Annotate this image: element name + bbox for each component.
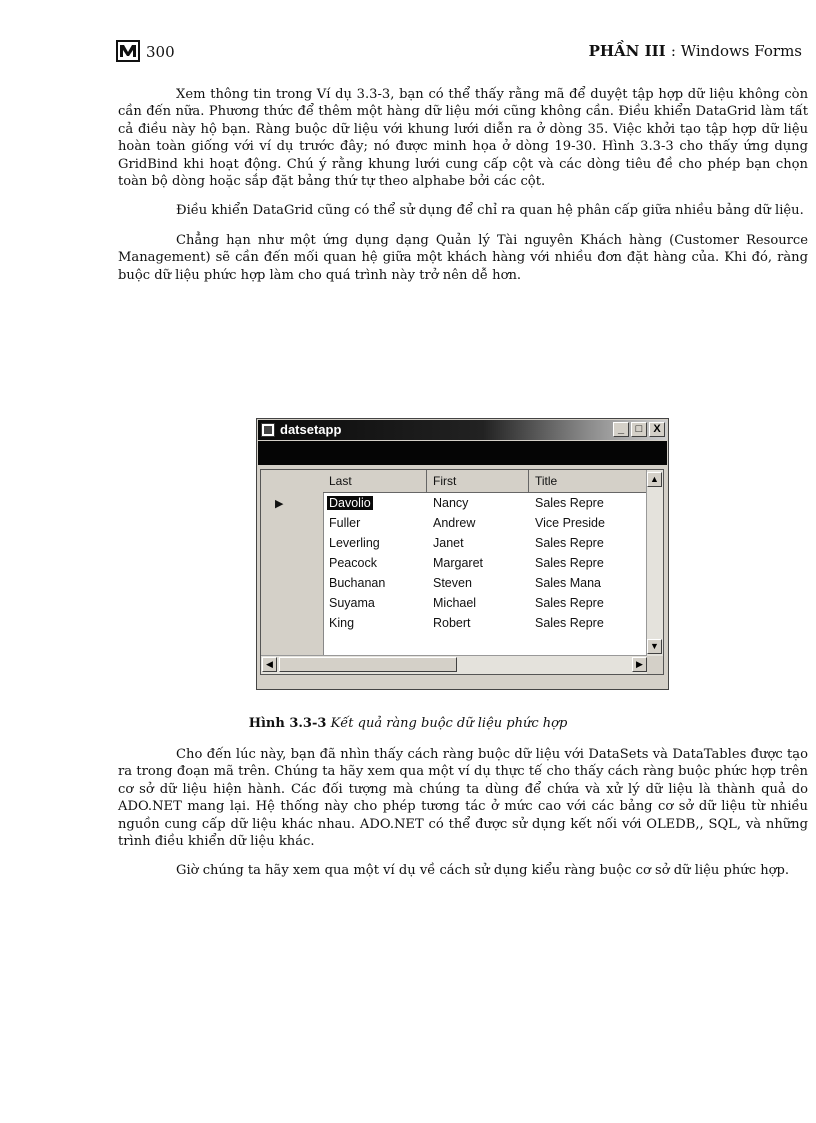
scroll-left-button[interactable]: ◀ (262, 657, 277, 672)
cell-first[interactable]: Janet (433, 536, 464, 550)
datasetapp-window (256, 418, 669, 690)
cell-title[interactable]: Sales Repre (535, 596, 604, 610)
section-subtitle: : Windows Forms (670, 42, 802, 60)
column-header-title[interactable]: Title (535, 474, 558, 488)
scrollbar-corner (647, 656, 663, 674)
publisher-logo-icon (116, 40, 140, 62)
cell-first[interactable]: Robert (433, 616, 471, 630)
app-icon[interactable] (261, 423, 275, 437)
cell-first[interactable]: Andrew (433, 516, 476, 530)
scroll-down-button[interactable]: ▼ (647, 639, 662, 654)
cell-title[interactable]: Sales Repre (535, 556, 604, 570)
cell-last[interactable]: Suyama (329, 596, 375, 610)
cell-title[interactable]: Vice Preside (535, 516, 605, 530)
cell-last[interactable]: Leverling (329, 536, 380, 550)
row-header-column[interactable] (261, 470, 324, 656)
column-separator[interactable] (426, 470, 427, 492)
cell-first[interactable]: Steven (433, 576, 472, 590)
cell-last[interactable]: Fuller (329, 516, 361, 530)
page-header (108, 40, 806, 66)
figure-label: Hình 3.3-3 (248, 716, 327, 731)
cell-title[interactable]: Sales Repre (535, 536, 604, 550)
paragraph: Xem thông tin trong Ví dụ 3.3-3, bạn có thể thấy rằng mã để duyệt tập hợp dữ liệu không còn cần đến nữa. Phương thức để thêm một hàng dữ liệu mới cũng không cần. Điều khiển DataGrid làm tất cả điều này hộ bạn. Ràng buộc dữ liệu với khung lưới diễn ra ở dòng 35. Việc khởi tạo tập hợp dữ liệu hoàn toàn giống với ví dụ trước đây; nó được minh họa ở dòng 19-30. Hình 3.3-3 cho thấy ứng dụng GridBind khi hoạt động. Chú ý rằng khung lưới cung cấp cột và các dòng tiêu đề cho phép bạn chọn toàn bộ dòng hoặc sắp đặt bảng thứ tự theo alphabe bởi các cột. (118, 87, 808, 190)
minimize-button[interactable]: _ (613, 422, 629, 437)
column-header-last[interactable]: Last (329, 474, 352, 488)
section-name: PHẦN III (588, 42, 666, 60)
cell-last[interactable]: Buchanan (329, 576, 386, 590)
column-header-bar (323, 470, 647, 493)
cell-last[interactable]: King (329, 616, 355, 630)
horizontal-scrollbar[interactable] (261, 655, 647, 674)
page-number: 300 (146, 43, 175, 61)
paragraph: Điều khiển DataGrid cũng có thể sử dụng để chỉ ra quan hệ phân cấp giữa nhiều bảng dữ liệu. (176, 203, 804, 219)
figure-caption-text: Kết quả ràng buộc dữ liệu phức hợp (330, 716, 568, 731)
column-separator[interactable] (528, 470, 529, 492)
paragraph: Cho đến lúc này, bạn đã nhìn thấy cách ràng buộc dữ liệu với DataSets và DataTables được tạo ra trong đoạn mã trên. Chúng ta hãy xem qua một ví dụ thực tế cho thấy cách ràng buộc phức hợp trên cơ sở dữ liệu hiện hành. Các đối tượng mà chúng ta dùng để chứa và xử lý dữ liệu là thành quả do ADO.NET mang lại. Hệ thống này cho phép tương tác ở mức cao với các bảng cơ sở dữ liệu từ nhiều nguồn cung cấp dữ liệu khác nhau. ADO.NET có thể được sử dụng kết nối với OLEDB,, SQL, và những trình điều khiển dữ liệu khác. (118, 747, 808, 850)
figure-caption (0, 716, 816, 731)
vertical-scrollbar[interactable] (646, 470, 663, 656)
cell-title[interactable]: Sales Repre (535, 616, 604, 630)
data-grid[interactable] (260, 469, 664, 675)
column-header-first[interactable]: First (433, 474, 457, 488)
horizontal-scroll-thumb[interactable] (279, 657, 457, 672)
window-titlebar[interactable] (258, 420, 667, 440)
scroll-right-button[interactable]: ▶ (632, 657, 647, 672)
grid-caption-bar (258, 441, 667, 465)
paragraph: Chẳng hạn như một ứng dụng dạng Quản lý Tài nguyên Khách hàng (Customer Resource Management) sẽ cần đến mối quan hệ giữa một khách hàng với nhiều đơn đặt hàng của. Khi đó, ràng buộc dữ liệu phức hợp làm cho quá trình này trở nên dễ hơn. (118, 232, 808, 283)
current-row-indicator-icon: ▶ (275, 498, 284, 510)
cell-first[interactable]: Michael (433, 596, 477, 610)
cell-first[interactable]: Margaret (433, 556, 484, 570)
paragraph: Giờ chúng ta hãy xem qua một ví dụ về cách sử dụng kiểu ràng buộc cơ sở dữ liệu phức hợp. (176, 863, 790, 879)
maximize-button[interactable]: □ (631, 422, 647, 437)
cell-title[interactable]: Sales Repre (535, 496, 604, 510)
cell-last[interactable]: Peacock (329, 556, 377, 570)
body-text-top (118, 86, 808, 296)
cell-last[interactable]: Davolio (329, 496, 371, 510)
section-title (589, 42, 802, 60)
body-text-bottom (118, 746, 808, 892)
close-button[interactable]: X (649, 422, 665, 437)
window-title: datsetapp (280, 422, 342, 437)
cell-first[interactable]: Nancy (433, 496, 469, 510)
scroll-up-button[interactable]: ▲ (647, 472, 662, 487)
cell-title[interactable]: Sales Mana (535, 576, 602, 590)
